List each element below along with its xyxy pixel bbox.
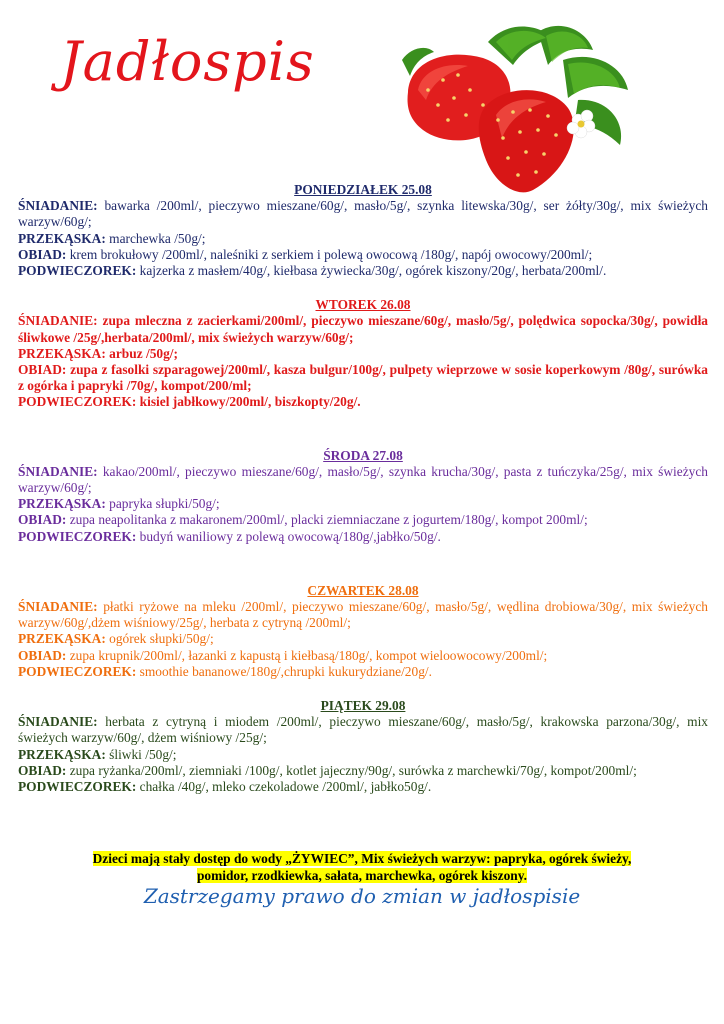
day-title: WTOREK 26.08 — [315, 297, 411, 313]
meal-text: smoothie bananowe/180g/,chrupki kukurydziane/20g/. — [139, 663, 432, 679]
meal-afternoon — [18, 664, 708, 680]
meal-label: PRZEKĄSKA: — [18, 230, 106, 246]
meal-label: PRZEKĄSKA: — [18, 746, 106, 762]
meal-lunch — [18, 763, 708, 779]
meal-breakfast — [18, 464, 708, 496]
meal-label: PRZEKĄSKA: — [18, 496, 106, 512]
meal-label: PODWIECZOREK: — [18, 263, 137, 279]
meal-snack — [18, 346, 708, 362]
day-wednesday — [18, 448, 708, 545]
meal-snack — [18, 231, 708, 247]
meal-text: zupa mleczna z zacierkami/200ml/, pieczywo mieszane/60g/, masło/5g/, polędwica sopocka/30g/, powidła śliwkowe /25g/,herbata/200ml/, mix świeżych warzyw/60g/; — [18, 313, 708, 345]
meal-text: płatki ryżowe na mleku /200ml/, pieczywo mieszane/60g/, masło/5g/, wędlina drobiowa/30g/, mix świeżych warzyw/60g/,dżem wiśniowy/25g/, herbata z cytryną /200ml/; — [18, 599, 708, 631]
meal-text: papryka słupki/50g/; — [109, 496, 220, 512]
meal-text: śliwki /50g/; — [109, 746, 177, 762]
meal-text: marchewka /50g/; — [109, 230, 206, 246]
meal-afternoon — [18, 779, 708, 795]
meal-snack — [18, 496, 708, 512]
meal-label: OBIAD: — [18, 362, 67, 378]
meal-label: PODWIECZOREK: — [18, 394, 137, 410]
meal-label: PRZEKĄSKA: — [18, 345, 106, 361]
reserve-note: Zastrzegamy prawo do zmian w jadłospisie — [143, 884, 581, 908]
menu-list — [18, 182, 708, 795]
day-friday — [18, 698, 708, 795]
meal-breakfast — [18, 599, 708, 631]
day-title: PONIEDZIAŁEK 25.08 — [294, 182, 432, 197]
meal-text: bawarka /200ml/, pieczywo mieszane/60g/, masło/5g/, szynka litewska/30g/, ser żółty/30g/, mix świeżych warzyw/60g/; — [18, 198, 708, 230]
strawberries-icon — [388, 20, 638, 195]
water-note-line1: Dzieci mają stały dostęp do wody „ŻYWIEC”, Mix świeżych warzyw: papryka, ogórek świeży, — [92, 851, 632, 866]
page-title: Jadłospis — [60, 30, 315, 93]
meal-text: kajzerka z masłem/40g/, kiełbasa żywiecka/30g/, ogórek kiszony/20g/, herbata/200ml/. — [139, 263, 607, 279]
water-note-line2: pomidor, rzodkiewka, sałata, marchewka, ogórek kiszony. — [196, 867, 528, 883]
water-note — [0, 851, 724, 884]
meal-breakfast — [18, 714, 708, 746]
meal-afternoon — [18, 394, 708, 410]
meal-lunch — [18, 648, 708, 664]
meal-afternoon — [18, 529, 708, 545]
meal-text: zupa z fasolki szparagowej/200ml/, kasza bulgur/100g/, pulpety wieprzowe w sosie koperkowym /80g/, surówka z ogórka i papryki /70g/, kompot/200/ml; — [18, 362, 708, 394]
meal-label: OBIAD: — [18, 512, 67, 528]
meal-text: kisiel jabłkowy/200ml/, biszkopty/20g/. — [139, 394, 361, 410]
meal-snack — [18, 747, 708, 763]
day-title: CZWARTEK 28.08 — [307, 582, 419, 598]
meal-label: PODWIECZOREK: — [18, 779, 137, 795]
meal-text: zupa ryżanka/200ml/, ziemniaki /100g/, kotlet jajeczny/90g/, surówka z marchewki/70g/, kompot/200ml/; — [69, 762, 637, 778]
meal-text: kakao/200ml/, pieczywo mieszane/60g/, masło/5g/, szynka krucha/30g/, pasta z tuńczyka/25g/, mix świeżych warzyw/60g/; — [18, 463, 708, 496]
meal-text: herbata z cytryną i miodem /200ml/, pieczywo mieszane/60g/, masło/5g/, krakowska parzona/30g/, mix świeżych warzyw/60g/, dżem wiśniowy /25g/; — [18, 714, 708, 746]
day-monday — [18, 182, 708, 279]
meal-label: ŚNIADANIE: — [18, 599, 98, 615]
meal-text: chałka /40g/, mleko czekoladowe /200ml/, jabłko50g/. — [139, 779, 432, 795]
day-thursday — [18, 583, 708, 680]
meal-snack — [18, 631, 708, 647]
meal-label: OBIAD: — [18, 647, 67, 663]
meal-lunch — [18, 512, 708, 528]
meal-text: krem brokułowy /200ml/, naleśniki z serkiem i polewą owocową /180g/, napój owocowy/200ml/; — [69, 246, 593, 262]
meal-label: ŚNIADANIE: — [18, 714, 98, 730]
meal-text: ogórek słupki/50g/; — [109, 631, 214, 647]
meal-text: arbuz /50g/; — [109, 345, 178, 361]
meal-label: OBIAD: — [18, 246, 67, 262]
meal-afternoon — [18, 263, 708, 279]
meal-label: PODWIECZOREK: — [18, 663, 137, 679]
day-title: ŚRODA 27.08 — [323, 447, 403, 463]
meal-breakfast — [18, 313, 708, 345]
meal-label: ŚNIADANIE: — [18, 198, 98, 214]
meal-label: OBIAD: — [18, 762, 67, 778]
meal-text: zupa neapolitanka z makaronem/200ml/, placki ziemniaczane z jogurtem/180g/, kompot 200ml/; — [69, 512, 588, 528]
meal-text: zupa krupnik/200ml/, łazanki z kapustą i kiełbasą/180g/, kompot wieloowocowy/200ml/; — [69, 647, 548, 663]
meal-label: ŚNIADANIE: — [18, 313, 98, 329]
meal-breakfast — [18, 198, 708, 230]
meal-label: PODWIECZOREK: — [18, 528, 137, 544]
meal-text: budyń waniliowy z polewą owocową/180g/,jabłko/50g/. — [139, 528, 441, 544]
day-title: PIĄTEK 29.08 — [320, 698, 406, 714]
meal-label: ŚNIADANIE: — [18, 463, 98, 479]
day-tuesday — [18, 297, 708, 410]
meal-lunch — [18, 247, 708, 263]
meal-lunch — [18, 362, 708, 394]
meal-label: PRZEKĄSKA: — [18, 631, 106, 647]
